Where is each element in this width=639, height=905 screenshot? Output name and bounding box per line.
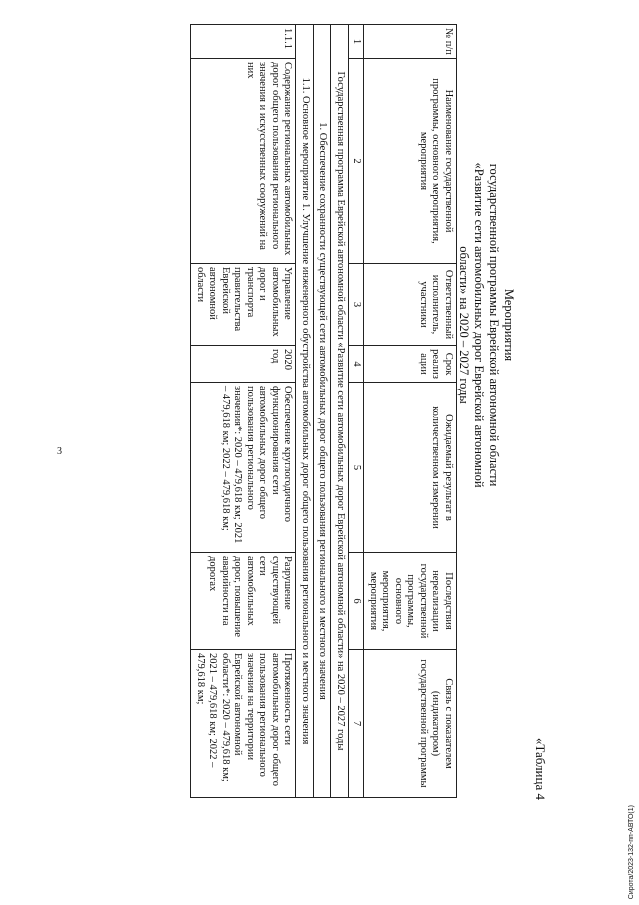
row-number: 1.1.1 [191,25,296,59]
main-measure-row [296,25,314,798]
column-number: 2 [349,59,365,264]
task-cell: 1. Обеспечение сохранности существующей сети автомобильных дорог общего пользования регионального и местного значения [314,25,332,798]
table-label: «Таблица 4 [533,737,548,800]
indicator-link: Протяженность сети автомобильных дорог общего пользования регионального значения на территории Еврейской автономной области*: 2020 – 479,618 км; 2021 – 479,618 км; 2022 – 479,618 км; [191,650,296,798]
column-number: 5 [349,383,365,553]
title-line: области» на 2020 – 2027 годы [457,246,471,404]
title-line: государственной программы Еврейской автономной области [487,163,501,487]
column-number: 3 [349,264,365,346]
measures-table [191,24,458,798]
table-row [191,25,296,798]
column-number: 4 [349,346,365,383]
measure-name: Содержание региональных автомобильных дорог общего пользования регионального значения и искусственных сооружений на них [191,59,296,264]
column-number: 7 [349,650,365,798]
document-stamp: Сирота/2023-132-пп-АВТО(1) [628,804,635,899]
rotated-page [20,0,620,830]
header-row [364,25,457,798]
header-cell: Срок реализации [364,346,457,383]
column-number-row [349,25,365,798]
main-measure-cell: 1.1. Основное мероприятие 1. Улучшение инженерного обустройства автомобильных дорог общего пользования регионального и местного значения [296,25,314,798]
page-number: 3 [57,446,62,457]
program-row [331,25,349,798]
column-number: 6 [349,553,365,650]
header-cell: Связь с показателем (индикатором) государственной программы [364,650,457,798]
title-line: Мероприятия [502,288,516,362]
title-line: «Развитие сети автомобильных дорог Еврейской автономной [472,162,486,488]
task-row [314,25,332,798]
header-cell: Ожидаемый результат в количественном измерении [364,383,457,553]
header-cell: Ответственный исполнитель, участники [364,264,457,346]
executor: Управление автомобильных дорог и транспорта правительства Еврейской автономной области [191,264,296,346]
document-title [456,110,516,540]
header-cell: Наименование государственной программы, основного мероприятия, мероприятия [364,59,457,264]
consequences: Разрушение существующей сети автомобильных дорог, повышение аварийности на дорогах [191,553,296,650]
program-cell: Государственная программа Еврейской автономной области «Развитие сети автомобильных дорог Еврейской автономной области» на 2020 – 2027 годы [331,25,349,798]
term: 2020 год [191,346,296,383]
header-cell: Последствия нереализации государственной программы, основного мероприятия, мероприятия [364,553,457,650]
header-cell: № п/п [364,25,457,59]
column-number: 1 [349,25,365,59]
expected-result: Обеспечение круглогодичного функционирования сети автомобильных дорог общего пользования регионального значения*: 2020 – 479,618 км; 2021 – 479,618 км; 2022 – 479,618 км; [191,383,296,553]
